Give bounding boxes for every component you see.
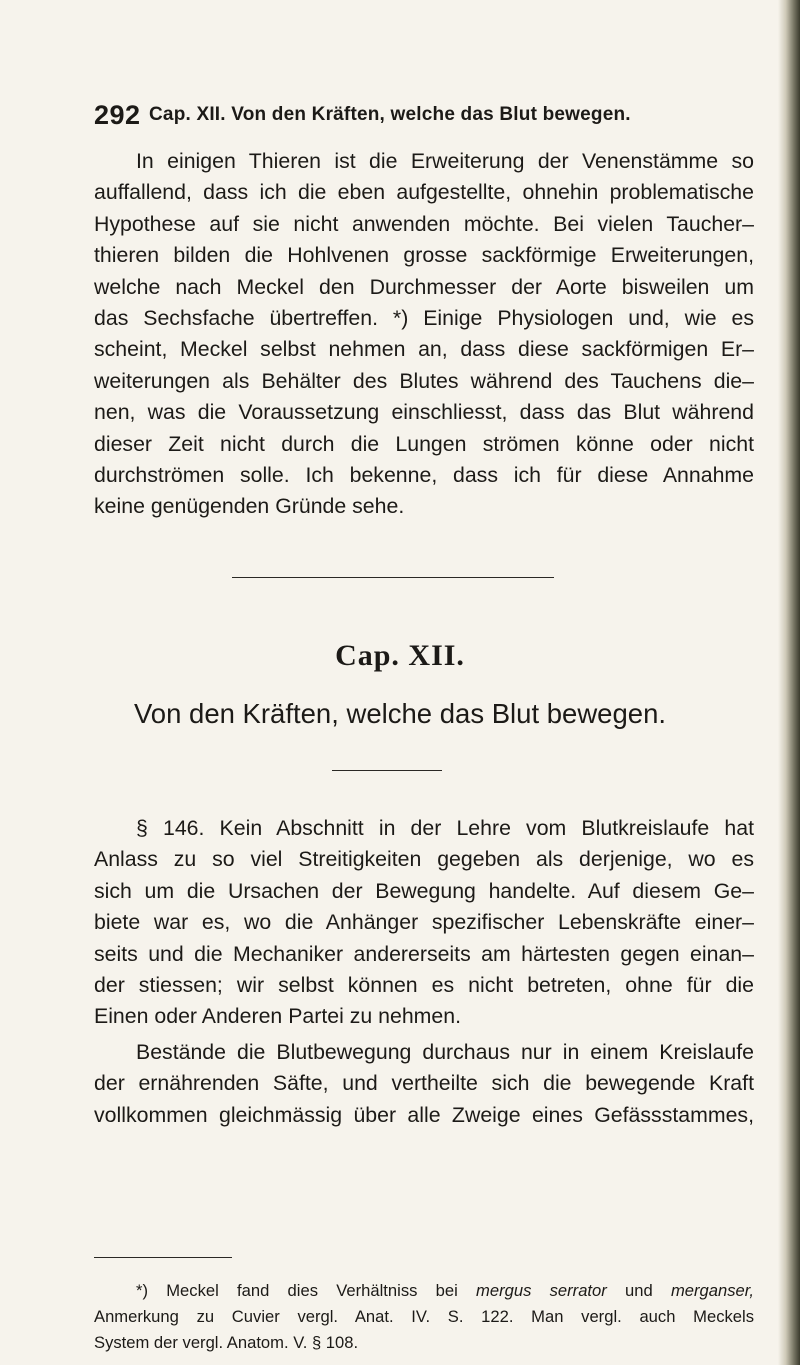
chapter-label: Cap. XII.	[335, 639, 465, 672]
paragraph-blood-circulation	[94, 1037, 754, 1131]
footnote-line: System der vergl. Anatom. V. § 108.	[94, 1333, 359, 1352]
text-line: auffallend, dass ich die eben aufgestellte, ohnehin problematische	[94, 180, 754, 205]
footnote	[94, 1278, 754, 1356]
text-line: Anlass zu so viel Streitigkeiten gegeben als derjenige, wo es	[94, 847, 754, 872]
text-line: thieren bilden die Hohlvenen grosse sackförmige Erweiterungen,	[94, 243, 754, 268]
footnote-species-name: merganser,	[670, 1281, 754, 1300]
text-line: keine genügenden Gründe sehe.	[94, 494, 405, 519]
text-line: der ernährenden Säfte, und vertheilte sich die bewegende Kraft	[94, 1071, 754, 1096]
text-line: Bestände die Blutbewegung durchaus nur in einem Kreislaufe	[136, 1040, 754, 1064]
footnote-marker: *)	[136, 1281, 148, 1300]
text-line: dieser Zeit nicht durch die Lungen strömen könne oder nicht	[94, 431, 754, 456]
footnote-species-name: mergus serrator	[476, 1281, 607, 1300]
footnote-text: Meckel fand dies Verhältniss bei	[166, 1281, 458, 1300]
footnote-line: Anmerkung zu Cuvier vergl. Anat. IV. S. 122. Man vergl. auch Meckels	[94, 1307, 754, 1326]
text-line: Einen oder Anderen Partei zu nehmen.	[94, 1004, 462, 1029]
text-line: In einigen Thieren ist die Erweiterung der Venenstämme so	[136, 149, 754, 173]
text-line: scheint, Meckel selbst nehmen an, dass diese sackförmigen Er–	[94, 337, 754, 362]
chapter-title: Von den Kräften, welche das Blut bewegen.	[133, 698, 667, 729]
text-line: sich um die Ursachen der Bewegung handelte. Auf diesem Ge–	[94, 878, 754, 903]
text-line: durchströmen solle. Ich bekenne, dass ich für diese Annahme	[94, 462, 754, 487]
section-146	[94, 813, 754, 1033]
text-line: seits und die Mechaniker andererseits am härtesten gegen einan–	[94, 941, 754, 966]
text-line: das Sechsfache übertreffen. *) Einige Physiologen und, wie es	[94, 305, 754, 330]
text-line: welche nach Meckel den Durchmesser der Aorte bisweilen um	[94, 274, 754, 299]
divider-rule	[232, 577, 554, 578]
text-line: Hypothese auf sie nicht anwenden möchte. Bei vielen Taucher–	[94, 211, 754, 236]
text-line: der stiessen; wir selbst können es nicht betreten, ohne für die	[94, 972, 754, 997]
text-line: § 146. Kein Abschnitt in der Lehre vom Blutkreislaufe hat	[136, 816, 754, 840]
text-line: biete war es, wo die Anhänger spezifischer Lebenskräfte einer–	[94, 910, 754, 935]
divider-rule-short	[332, 770, 442, 771]
footnote-line	[94, 1278, 754, 1304]
text-line: nen, was die Voraussetzung einschliesst, dass das Blut während	[94, 400, 754, 425]
running-title: Cap. XII. Von den Kräften, welche das Blut bewegen.	[149, 104, 631, 125]
page-number: 292	[94, 100, 141, 130]
footnote-text: und	[625, 1281, 653, 1300]
footnote-rule	[94, 1257, 232, 1258]
text-line: vollkommen gleichmässig über alle Zweige eines Gefässstammes,	[94, 1102, 754, 1127]
text-line: weiterungen als Behälter des Blutes während des Tauchens die–	[94, 368, 754, 393]
page-binding-edge	[778, 0, 800, 1365]
paragraph-venous-dilation	[94, 146, 754, 523]
page-header	[94, 100, 734, 136]
